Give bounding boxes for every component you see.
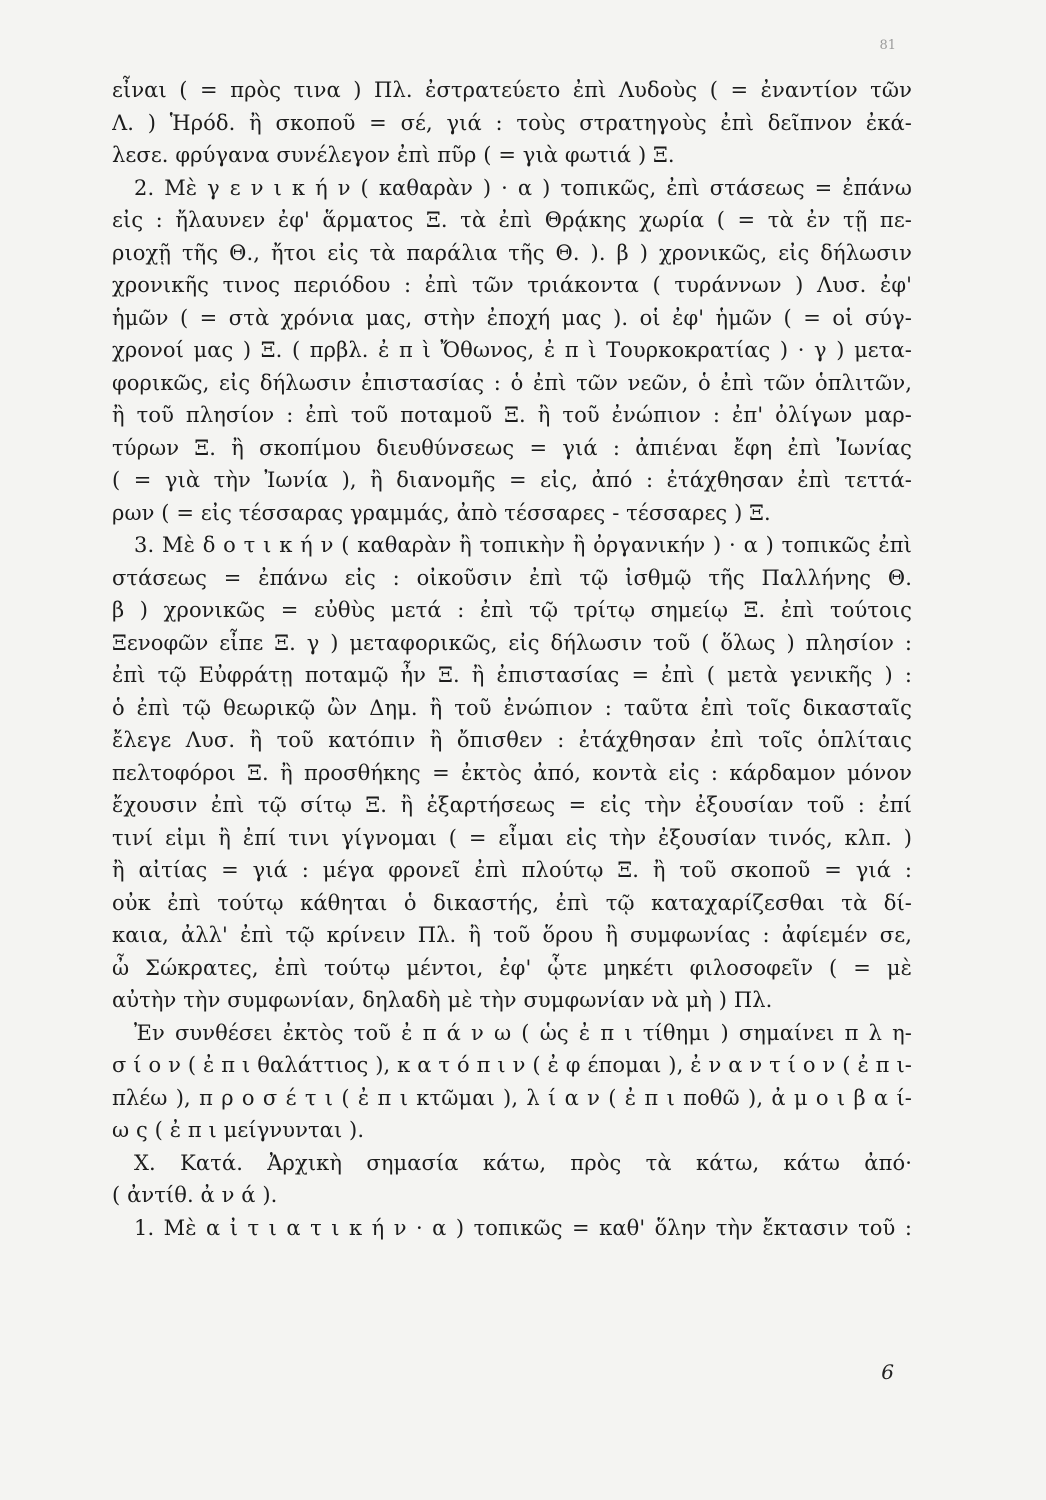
text-line: χρονοί μας ) Ξ. ( πρβλ. ἐ π ὶ Ὄθωνος, ἐ π ὶ Τουρκοκρατίας ) · γ ) μετα- — [112, 338, 912, 362]
text-line: εἶναι ( = πρὸς τινα ) Πλ. ἐστρατεύετο ἐπὶ Λυδοὺς ( = ἐναντίον τῶν — [112, 78, 912, 102]
text-line: πλέω ), π ρ ο σ έ τ ι ( ἐ π ι κτῶμαι ), λ ί α ν ( ἐ π ι ποθῶ ), ἀ μ ο ι β α ί- — [112, 1085, 912, 1110]
text-line: ὦ Σώκρατες, ἐπὶ τούτῳ μέντοι, ἐφ' ᾧτε μηκέτι φιλοσοφεῖν ( = μὲ — [112, 955, 912, 980]
text-line: ἔλεγε Λυσ. ἢ τοῦ κατόπιν ἢ ὄπισθεν : ἐτάχθησαν ἐπὶ τοῖς ὁπλίταις — [112, 728, 912, 752]
text-line: Λ. ) Ἡρόδ. ἢ σκοποῦ = σέ, γιά : τοὺς στρατηγοὺς ἐπὶ δεῖπνον ἐκά- — [112, 110, 912, 135]
text-line: ἐπὶ τῷ Εὐφράτῃ ποταμῷ ἦν Ξ. ἢ ἐπιστασίας = ἐπὶ ( μετὰ γενικῆς ) : — [112, 663, 912, 687]
text-body — [112, 74, 912, 1244]
text-line: ( ἀντίθ. ἀ ν ά ). — [112, 1183, 278, 1207]
text-line: τινί εἰμι ἢ ἐπί τινι γίγνομαι ( = εἶμαι εἰς τὴν ἐξουσίαν τινός, κλπ. ) — [112, 825, 912, 850]
text-line: λεσε. φρύγανα συνέλεγον ἐπὶ πῦρ ( = γιὰ φωτιά ) Ξ. — [112, 143, 675, 167]
text-line: αὐτὴν τὴν συμφωνίαν, δηλαδὴ μὲ τὴν συμφωνίαν νὰ μὴ ) Πλ. — [112, 988, 773, 1012]
signature-mark: 6 — [881, 1360, 894, 1384]
text-line: ἢ αἰτίας = γιά : μέγα φρονεῖ ἐπὶ πλούτῳ Ξ. ἢ τοῦ σκοποῦ = γιά : — [112, 858, 912, 882]
page-number: 81 — [879, 38, 896, 53]
text-line: πελτοφόροι Ξ. ἢ προσθήκης = ἐκτὸς ἀπό, κοντὰ εἰς : κάρδαμον μόνον — [112, 760, 912, 785]
text-line: ἔχουσιν ἐπὶ τῷ σίτῳ Ξ. ἢ ἐξαρτήσεως = εἰς τὴν ἐξουσίαν τοῦ : ἐπί — [112, 793, 912, 817]
text-line: ( = γιὰ τὴν Ἰωνία ), ἢ διανομῆς = εἰς, ἀπό : ἐτάχθησαν ἐπὶ τεττά- — [112, 468, 912, 492]
text-line: ἡμῶν ( = στὰ χρόνια μας, στὴν ἐποχή μας ). οἱ ἐφ' ἡμῶν ( = οἱ σύγ- — [112, 305, 912, 330]
text-line: ω ς ( ἐ π ι μείγνυνται ). — [112, 1118, 365, 1142]
text-line: Ξενοφῶν εἶπε Ξ. γ ) μεταφορικῶς, εἰς δήλωσιν τοῦ ( ὅλως ) πλησίον : — [112, 630, 912, 655]
text-line: εἰς : ἤλαυνεν ἐφ' ἅρματος Ξ. τὰ ἐπὶ Θρᾴκης χωρία ( = τὰ ἐν τῇ πε- — [112, 208, 912, 232]
text-line: ἢ τοῦ πλησίον : ἐπὶ τοῦ ποταμοῦ Ξ. ἢ τοῦ ἐνώπιον : ἐπ' ὀλίγων μαρ- — [112, 403, 912, 427]
text-line: σ ί ο ν ( ἐ π ι θαλάττιος ), κ α τ ό π ι ν ( ἐ φ έπομαι ), ἐ ν α ν τ ί ο ν ( ἐ π ι- — [112, 1053, 912, 1077]
text-line: χρονικῆς τινος περιόδου : ἐπὶ τῶν τριάκοντα ( τυράννων ) Λυσ. ἐφ' — [112, 273, 912, 297]
text-line: ὁ ἐπὶ τῷ θεωρικῷ ὢν Δημ. ἢ τοῦ ἐνώπιον : ταῦτα ἐπὶ τοῖς δικασταῖς — [112, 695, 912, 720]
text-line: στάσεως = ἐπάνω εἰς : οἰκοῦσιν ἐπὶ τῷ ἰσθμῷ τῆς Παλλήνης Θ. — [112, 565, 912, 590]
text-line: ριοχῇ τῆς Θ., ἤτοι εἰς τὰ παράλια τῆς Θ. ). β ) χρονικῶς, εἰς δήλωσιν — [112, 240, 912, 265]
text-line: β ) χρονικῶς = εὐθὺς μετά : ἐπὶ τῷ τρίτῳ σημείῳ Ξ. ἐπὶ τούτοις — [112, 598, 912, 622]
text-line: ρων ( = εἰς τέσσαρας γραμμάς, ἀπὸ τέσσαρες - τέσσαρες ) Ξ. — [112, 500, 771, 525]
text-line: τύρων Ξ. ἢ σκοπίμου διευθύνσεως = γιά : ἀπιέναι ἔφη ἐπὶ Ἰωνίας — [112, 435, 912, 460]
text-line: Ἐν συνθέσει ἐκτὸς τοῦ ἐ π ά ν ω ( ὡς ἐ π ι τίθημι ) σημαίνει π λ η- — [134, 1020, 912, 1045]
text-line: οὐκ ἐπὶ τούτῳ κάθηται ὁ δικαστής, ἐπὶ τῷ καταχαρίζεσθαι τὰ δί- — [112, 890, 912, 915]
text-line: καια, ἀλλ' ἐπὶ τῷ κρίνειν Πλ. ἢ τοῦ ὅρου ἢ συμφωνίας : ἀφίεμέν σε, — [112, 923, 912, 947]
text-line: 2. Μὲ γ ε ν ι κ ή ν ( καθαρὰν ) · α ) τοπικῶς, ἐπὶ στάσεως = ἐπάνω — [134, 175, 912, 200]
text-line: 1. Μὲ α ἰ τ ι α τ ι κ ή ν · α ) τοπικῶς = καθ' ὅλην τὴν ἔκτασιν τοῦ : — [134, 1215, 912, 1240]
text-line: 3. Μὲ δ ο τ ι κ ή ν ( καθαρὰν ἢ τοπικὴν ἢ ὀργανικήν ) · α ) τοπικῶς ἐπὶ — [134, 533, 912, 557]
text-line: φορικῶς, εἰς δήλωσιν ἐπιστασίας : ὁ ἐπὶ τῶν νεῶν, ὁ ἐπὶ τῶν ὁπλιτῶν, — [112, 370, 912, 395]
text-line: Χ. Κατά. Ἀρχικὴ σημασία κάτω, πρὸς τὰ κάτω, κάτω ἀπό· — [134, 1150, 912, 1175]
